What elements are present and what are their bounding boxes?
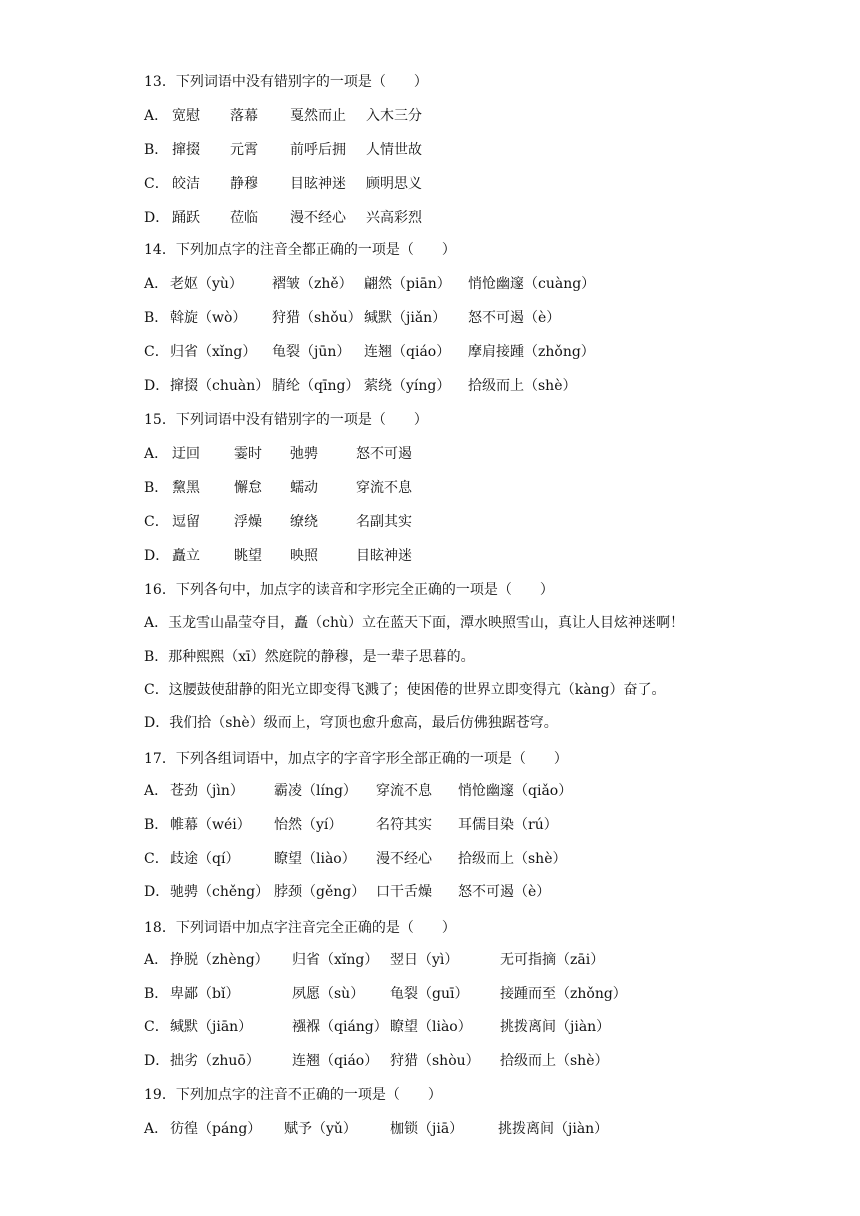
option-label: A． [144, 783, 169, 799]
option-label: D． [144, 210, 170, 226]
option-word: 逗留 [172, 514, 200, 530]
option-word: 无可指摘（zāi） [500, 952, 605, 968]
question-stem: 14．下列加点字的注音全都正确的一项是（ ） [144, 242, 456, 258]
option-word: 拾级而上（shè） [458, 851, 567, 867]
option-word: 迂回 [172, 446, 200, 462]
option-word: 苍劲（jìn） [170, 783, 244, 799]
question-stem: 16．下列各句中，加点字的读音和字形完全正确的一项是（ ） [144, 582, 554, 598]
option-word: 龟裂（jūn） [272, 344, 351, 360]
option-word: 眺望 [234, 548, 262, 564]
option-label: D． [144, 884, 170, 900]
question-stem: 15．下列词语中没有错别字的一项是（ ） [144, 412, 428, 428]
option-word: 目眩神迷 [290, 176, 346, 192]
option-word: 卑鄙（bǐ） [170, 986, 240, 1002]
option-word: 懈怠 [234, 480, 262, 496]
option-word: 顾明思义 [366, 176, 422, 192]
option-word: 彷徨（páng） [170, 1121, 262, 1137]
option-label: B． [144, 986, 169, 1002]
option-word: 莅临 [230, 210, 258, 226]
answer-option: B．那种熙熙（xī）然庭院的静穆，是一辈子思暮的。 [144, 649, 475, 665]
option-label: B． [144, 310, 169, 326]
option-label: B． [144, 142, 169, 158]
option-word: 映照 [290, 548, 318, 564]
option-word: 皎洁 [172, 176, 200, 192]
option-word: 歧途（qí） [170, 851, 240, 867]
option-word: 宽慰 [172, 108, 200, 124]
option-word: 元霄 [230, 142, 258, 158]
option-word: 枷锁（jiā） [390, 1121, 464, 1137]
question-stem: 18．下列词语中加点字注音完全正确的是（ ） [144, 920, 456, 936]
option-word: 褶皱（zhě） [272, 276, 353, 292]
option-word: 翌日（yì） [390, 952, 459, 968]
option-word: 萦绕（yíng） [364, 378, 451, 394]
option-word: 弛骋 [290, 446, 318, 462]
option-word: 缄默（jiǎn） [364, 310, 447, 326]
option-word: 夙愿（sù） [292, 986, 365, 1002]
option-word: 口干舌燥 [376, 884, 432, 900]
option-word: 挑拨离间（jiàn） [500, 1019, 611, 1035]
option-word: 拾级而上（shè） [468, 378, 577, 394]
option-word: 落幕 [230, 108, 258, 124]
option-word: 悄怆幽邃（qiǎo） [458, 783, 573, 799]
option-word: 怒不可遏（è） [468, 310, 561, 326]
option-word: 漫不经心 [376, 851, 432, 867]
option-word: 耳儒目染（rú） [458, 817, 558, 833]
option-word: 矗立 [172, 548, 200, 564]
option-label: A． [144, 446, 169, 462]
option-word: 前呼后拥 [290, 142, 346, 158]
question-stem: 13．下列词语中没有错别字的一项是（ ） [144, 74, 428, 90]
option-word: 归省（xǐng） [170, 344, 257, 360]
question-stem: 17．下列各组词语中，加点字的字音字形全部正确的一项是（ ） [144, 751, 568, 767]
option-word: 驰骋（chěng） [170, 884, 270, 900]
answer-option: D．我们拾（shè）级而上，穹顶也愈升愈高，最后仿佛独踞苍穹。 [144, 715, 558, 731]
option-word: 踊跃 [172, 210, 200, 226]
option-word: 人情世故 [366, 142, 422, 158]
option-word: 襁褓（qiáng） [292, 1019, 388, 1035]
option-label: D． [144, 548, 170, 564]
option-label: B． [144, 480, 169, 496]
question-stem: 19．下列加点字的注音不正确的一项是（ ） [144, 1087, 442, 1103]
option-label: A． [144, 108, 169, 124]
option-word: 老妪（yù） [170, 276, 243, 292]
option-word: 连翘（qiáo） [364, 344, 451, 360]
option-word: 悄怆幽邃（cuàng） [468, 276, 596, 292]
option-word: 赋予（yǔ） [284, 1121, 357, 1137]
option-word: 翩然（piān） [364, 276, 451, 292]
option-word: 缭绕 [290, 514, 318, 530]
option-word: 帷幕（wéi） [170, 817, 251, 833]
option-word: 斡旋（wò） [170, 310, 247, 326]
option-word: 怒不可遏（è） [458, 884, 551, 900]
option-word: 接踵而至（zhǒng） [500, 986, 627, 1002]
option-word: 瞭望（liào） [274, 851, 356, 867]
option-word: 漫不经心 [290, 210, 346, 226]
option-word: 归省（xǐng） [292, 952, 379, 968]
option-word: 静穆 [230, 176, 258, 192]
option-label: C． [144, 1019, 169, 1035]
option-word: 穿流不息 [356, 480, 412, 496]
answer-option: A．玉龙雪山晶莹夺目，矗（chù）立在蓝天下面，潭水映照雪山，真让人目炫神迷啊！ [144, 615, 684, 631]
option-word: 霎时 [234, 446, 262, 462]
option-word: 龟裂（guī） [390, 986, 469, 1002]
option-word: 瞭望（liào） [390, 1019, 472, 1035]
option-label: A． [144, 1121, 169, 1137]
option-word: 摩肩接踵（zhǒng） [468, 344, 595, 360]
option-word: 狩猎（shǒu） [272, 310, 362, 326]
option-word: 腈纶（qīng） [272, 378, 360, 394]
option-word: 怡然（yí） [274, 817, 343, 833]
option-word: 挑拨离间（jiàn） [498, 1121, 609, 1137]
option-word: 戛然而止 [290, 108, 346, 124]
option-label: C． [144, 344, 169, 360]
option-word: 拾级而上（shè） [500, 1053, 609, 1069]
option-label: C． [144, 176, 169, 192]
option-word: 黧黑 [172, 480, 200, 496]
option-word: 入木三分 [366, 108, 422, 124]
option-word: 蠕动 [290, 480, 318, 496]
option-word: 狩猎（shòu） [390, 1053, 480, 1069]
option-label: A． [144, 276, 169, 292]
answer-option: C．这腰鼓使甜静的阳光立即变得飞溅了；使困倦的世界立即变得亢（kàng）奋了。 [144, 682, 666, 698]
option-word: 撺掇 [172, 142, 200, 158]
option-label: B． [144, 817, 169, 833]
option-word: 怒不可遏 [356, 446, 412, 462]
option-word: 缄默（jiān） [170, 1019, 253, 1035]
option-label: C． [144, 514, 169, 530]
option-word: 拙劣（zhuō） [170, 1053, 260, 1069]
option-word: 浮燥 [234, 514, 262, 530]
option-word: 脖颈（gěng） [274, 884, 366, 900]
option-word: 挣脱（zhèng） [170, 952, 269, 968]
option-word: 名符其实 [376, 817, 432, 833]
option-label: D． [144, 1053, 170, 1069]
option-word: 穿流不息 [376, 783, 432, 799]
option-word: 名副其实 [356, 514, 412, 530]
option-label: A． [144, 952, 169, 968]
option-label: C． [144, 851, 169, 867]
option-word: 撺掇（chuàn） [170, 378, 270, 394]
option-word: 连翘（qiáo） [292, 1053, 379, 1069]
option-label: D． [144, 378, 170, 394]
option-word: 霸凌（líng） [274, 783, 357, 799]
option-word: 目眩神迷 [356, 548, 412, 564]
option-word: 兴高彩烈 [366, 210, 422, 226]
